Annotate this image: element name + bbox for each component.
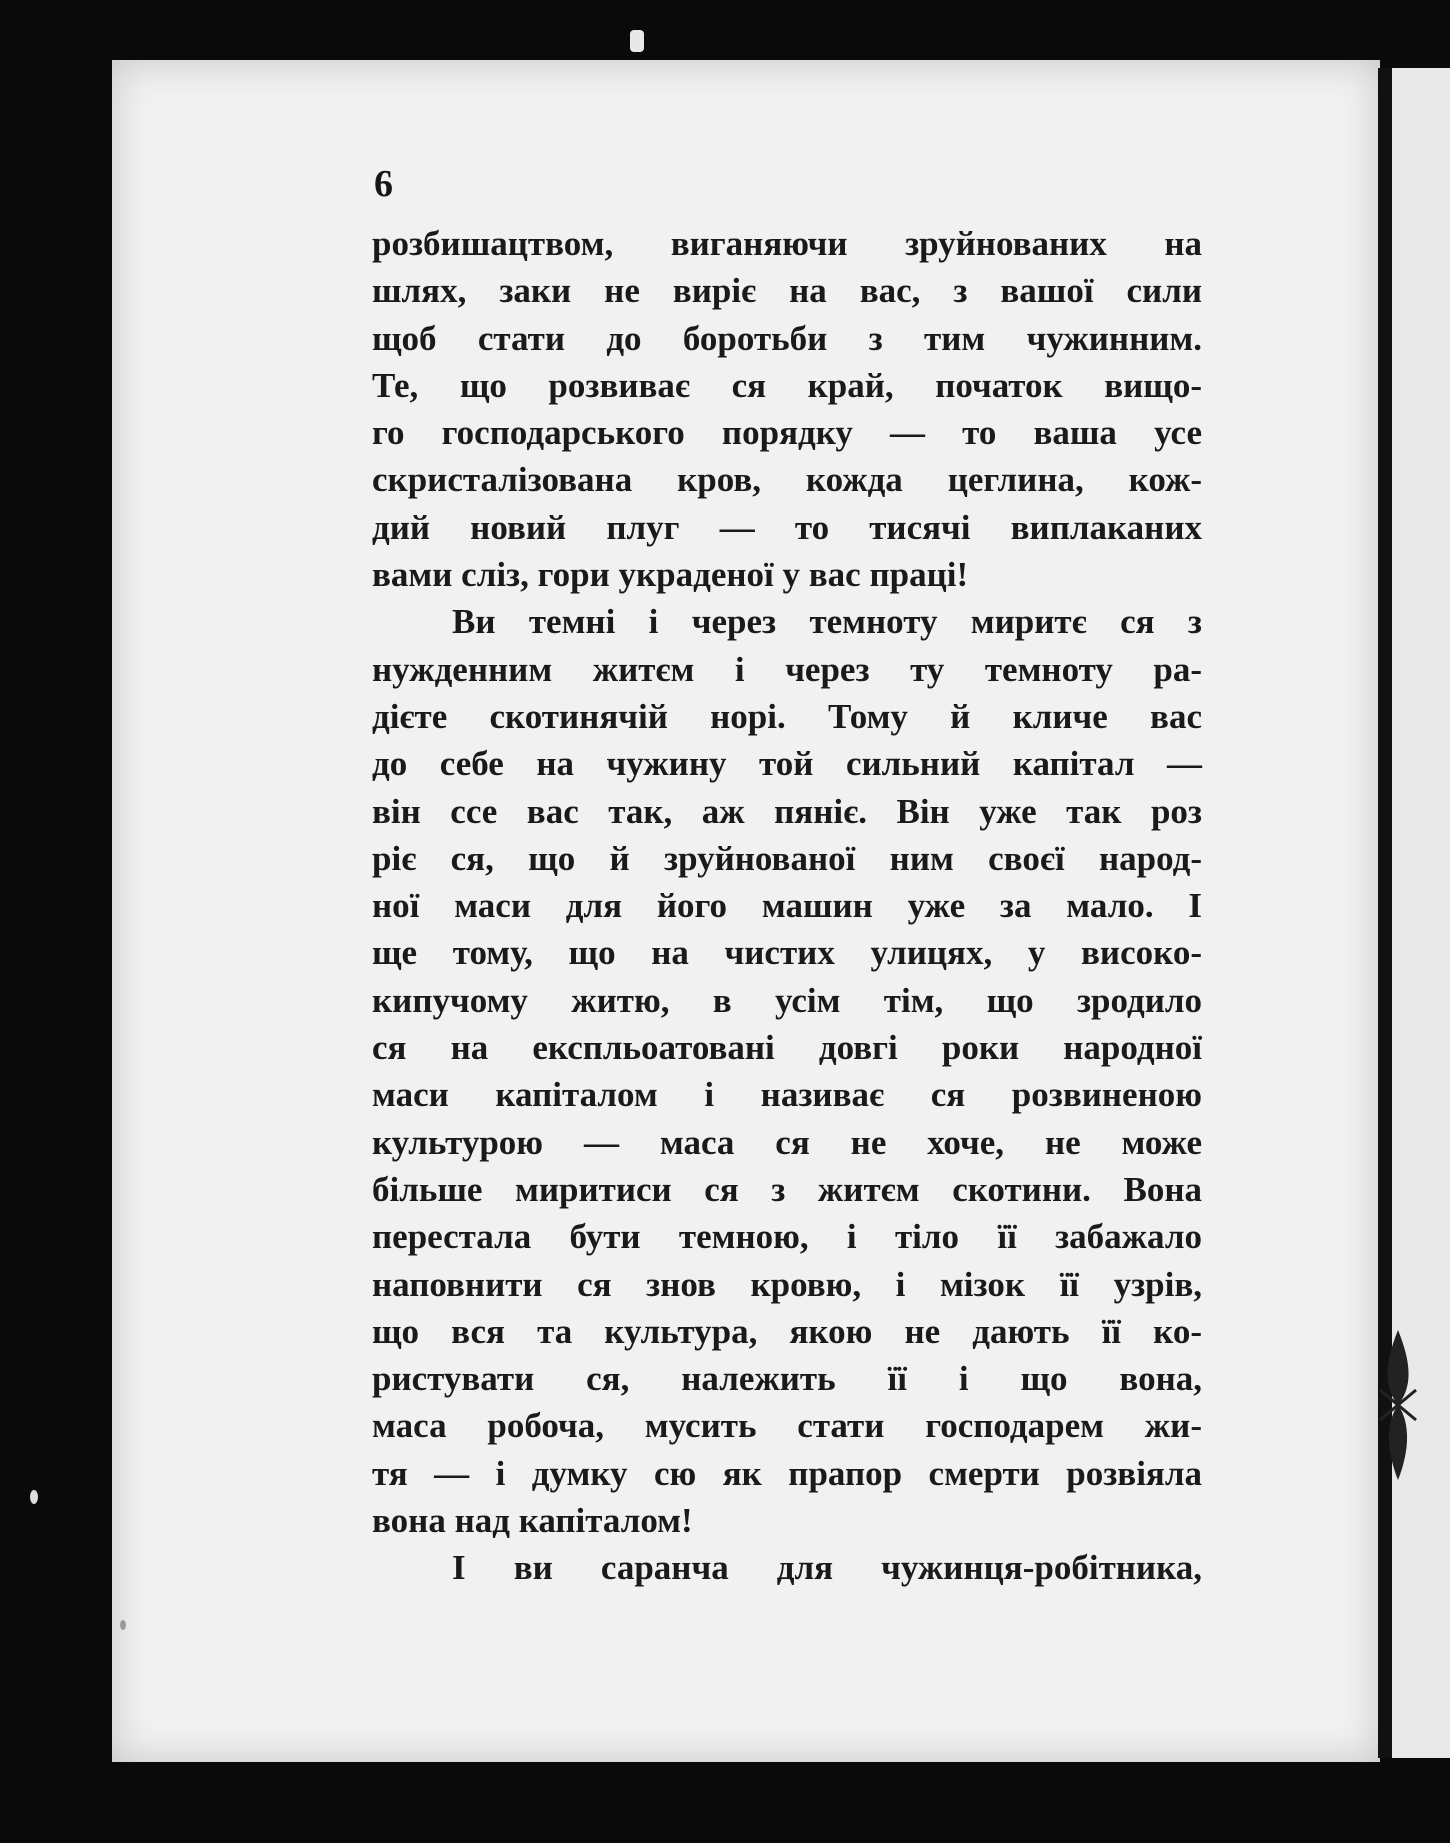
text-line: кипучому житю, в усім тім, що зродило bbox=[372, 980, 1202, 1020]
text-line: що вся та культура, якою не дають її ко- bbox=[372, 1311, 1202, 1351]
scan-artifact bbox=[120, 1620, 126, 1630]
page-gutter bbox=[1378, 68, 1392, 1758]
text-line: щоб стати до боротьби з тим чужинним. bbox=[372, 318, 1202, 358]
text-line: ної маси для його машин уже за мало. І bbox=[372, 886, 1202, 926]
text-line: шлях, заки не виріє на вас, з вашої сили bbox=[372, 271, 1202, 311]
text-line: І ви саранча для чужинця-робітника, bbox=[452, 1548, 1202, 1588]
body-text bbox=[372, 220, 1202, 1592]
text-line: тя — і думку сю як прапор смерти розвіяла bbox=[372, 1453, 1202, 1493]
text-line: перестала бути темною, і тіло її забажало bbox=[372, 1217, 1202, 1257]
text-line: го господарського порядку — то ваша усе bbox=[372, 413, 1202, 453]
ornament-icon bbox=[1378, 1330, 1418, 1480]
text-line: дієте скотинячій норі. Тому й кличе вас bbox=[372, 696, 1202, 736]
page-number: 6 bbox=[374, 163, 393, 205]
text-line: культурою — маса ся не хоче, не може bbox=[372, 1122, 1202, 1162]
text-line: він ссе вас так, аж пяніє. Він уже так роз bbox=[372, 791, 1202, 831]
adjacent-page-edge bbox=[1392, 68, 1450, 1758]
scan-artifact bbox=[630, 30, 644, 52]
text-line: вами сліз, гори украденої у вас праці! bbox=[372, 555, 969, 595]
text-line: ся на експльоатовані довгі роки народної bbox=[372, 1028, 1202, 1068]
text-line: наповнити ся знов кровю, і мізок її узрів, bbox=[372, 1264, 1202, 1304]
text-line: вона над капіталом! bbox=[372, 1501, 693, 1541]
text-line: більше миритиси ся з житєм скотини. Вона bbox=[372, 1169, 1202, 1209]
text-line: маси капіталом і називає ся розвиненою bbox=[372, 1075, 1202, 1115]
text-line: нужденним житєм і через ту темноту ра- bbox=[372, 649, 1202, 689]
text-line: скристалізована кров, кожда цеглина, кож- bbox=[372, 460, 1202, 500]
text-line: до себе на чужину той сильний капітал — bbox=[372, 744, 1202, 784]
text-line: розбишацтвом, виганяючи зруйнованих на bbox=[372, 224, 1202, 263]
text-line: ще тому, що на чистих улицях, у високо- bbox=[372, 933, 1202, 973]
text-line: ристувати ся, належить її і що вона, bbox=[372, 1359, 1202, 1399]
text-line: Те, що розвиває ся край, початок вищо- bbox=[372, 365, 1202, 405]
text-line: Ви темні і через темноту миритє ся з bbox=[452, 602, 1202, 642]
text-line: маса робоча, мусить стати господарем жи- bbox=[372, 1406, 1202, 1446]
text-line: ріє ся, що й зруйнованої ним своєї народ- bbox=[372, 838, 1202, 878]
text-line: дий новий плуг — то тисячі виплаканих bbox=[372, 507, 1202, 547]
scan-artifact bbox=[30, 1490, 38, 1504]
